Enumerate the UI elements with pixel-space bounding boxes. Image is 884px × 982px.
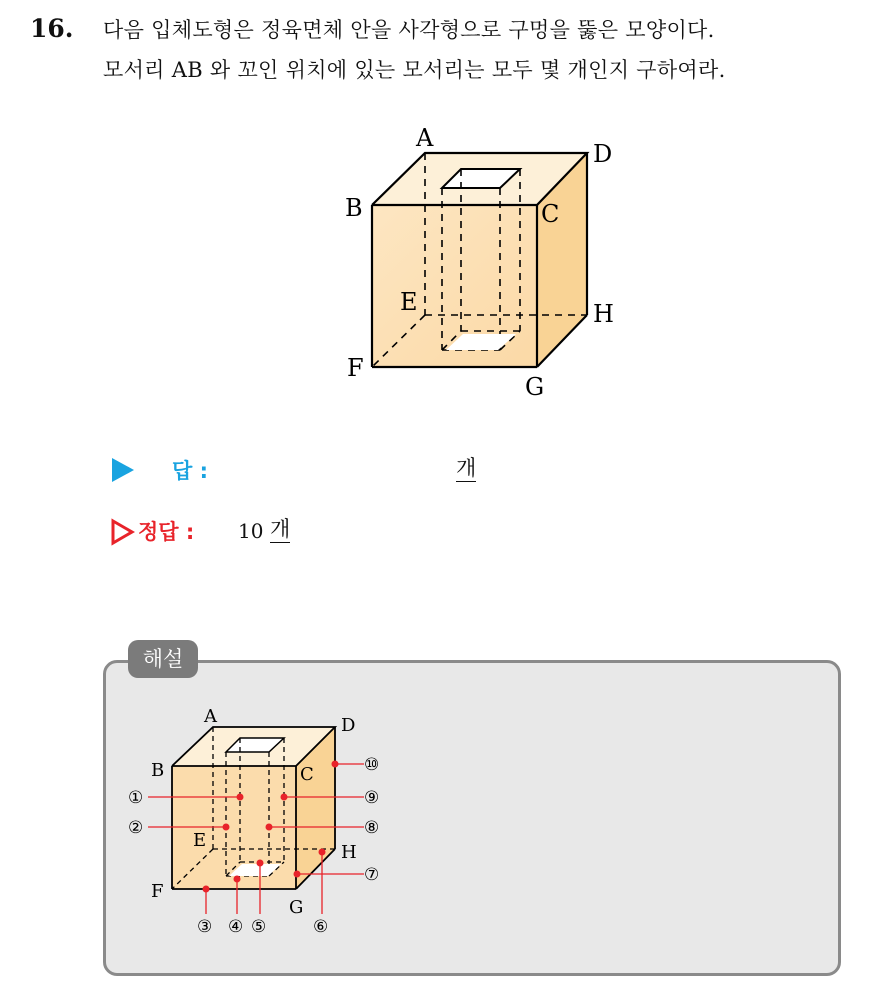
edge-marker-8	[266, 824, 273, 831]
marker-label-1: ①	[128, 788, 144, 808]
vertex-label-e: E	[400, 288, 418, 316]
edge-marker-10	[332, 761, 339, 768]
cube-figure	[330, 120, 650, 410]
marker-label-7: ⑦	[364, 865, 380, 885]
marker-label-10: ⑩	[364, 755, 380, 775]
sol-vertex-label-h: H	[341, 842, 357, 863]
vertex-label-h: H	[593, 300, 614, 328]
marker-label-8: ⑧	[364, 818, 380, 838]
correct-label: 정답 :	[138, 520, 195, 544]
solution-tag: 해설	[128, 640, 198, 678]
sol-vertex-label-a: A	[204, 706, 217, 727]
vertex-label-b: B	[345, 194, 363, 222]
sol-vertex-label-c: C	[300, 764, 314, 785]
marker-label-6: ⑥	[313, 917, 329, 937]
vertex-label-c: C	[541, 200, 560, 228]
edge-marker-4	[234, 876, 241, 883]
correct-unit: 개	[270, 517, 291, 541]
sol-vertex-label-f: F	[151, 881, 164, 902]
marker-label-3: ③	[197, 917, 213, 937]
marker-label-4: ④	[228, 917, 244, 937]
edge-marker-5	[257, 860, 264, 867]
answer-marker-icon	[112, 458, 134, 482]
sol-vertex-label-g: G	[289, 897, 304, 918]
edge-marker-7	[294, 871, 301, 878]
edge-marker-6	[319, 849, 326, 856]
edge-marker-3	[203, 886, 210, 893]
sol-vertex-label-d: D	[341, 715, 356, 736]
answer-label: 답 :	[172, 459, 208, 483]
sol-vertex-label-b: B	[151, 760, 165, 781]
solution-figure	[130, 700, 400, 950]
marker-label-5: ⑤	[251, 917, 267, 937]
question-text-line2: 모서리 AB 와 꼬인 위치에 있는 모서리는 모두 몇 개인지 구하여라.	[103, 58, 726, 82]
answer-unit: 개	[456, 456, 477, 480]
vertex-label-f: F	[347, 354, 364, 382]
correct-marker-icon	[110, 518, 136, 546]
question-text-line1: 다음 입체도형은 정육면체 안을 사각형으로 구멍을 뚫은 모양이다.	[103, 18, 715, 42]
question-number: 16.	[30, 14, 74, 43]
vertex-label-d: D	[593, 140, 613, 168]
vertex-label-g: G	[525, 373, 545, 401]
edge-marker-1	[237, 794, 244, 801]
marker-label-2: ②	[128, 818, 144, 838]
edge-marker-9	[281, 794, 288, 801]
edge-marker-2	[223, 824, 230, 831]
vertex-label-a: A	[416, 124, 434, 152]
marker-label-9: ⑨	[364, 788, 380, 808]
correct-value: 10	[238, 519, 264, 543]
sol-vertex-label-e: E	[193, 830, 207, 851]
